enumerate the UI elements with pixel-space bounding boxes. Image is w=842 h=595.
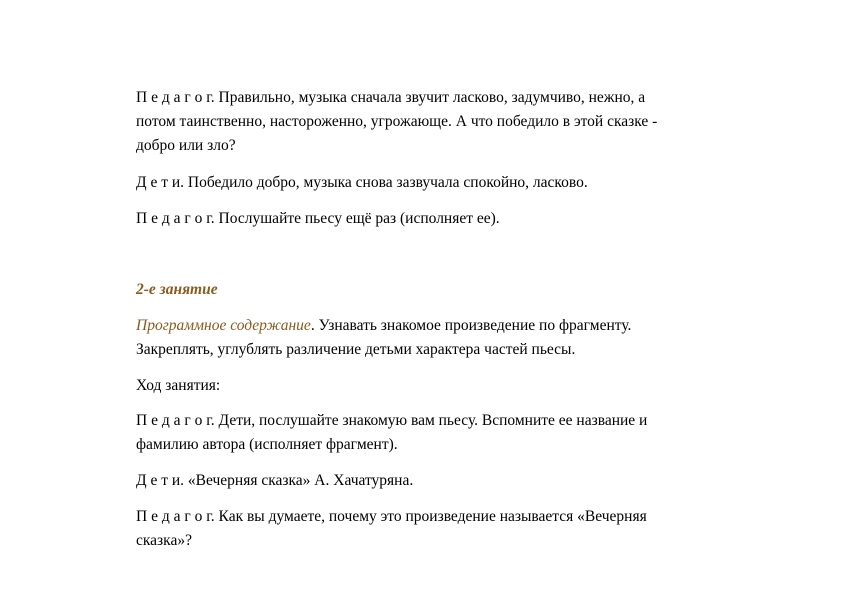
paragraph-teacher-3: [136, 409, 756, 457]
paragraph-children-2: [136, 469, 756, 493]
lesson-flow-text: Ход занятия:: [136, 377, 221, 394]
paragraph-line: Д е т и. Победило добро, музыка снова зазвучала спокойно, ласково.: [136, 174, 588, 191]
program-content-paragraph: [136, 314, 756, 362]
paragraph-line: П е д а г о г. Как вы думаете, почему это произведение называется «Вечерняя: [136, 508, 647, 525]
section-heading: [136, 278, 756, 302]
paragraph-line: П е д а г о г. Дети, послушайте знакомую вам пьесу. Вспомните ее название и: [136, 412, 648, 429]
paragraph-line: П е д а г о г. Послушайте пьесу ещё раз (исполняет ее).: [136, 210, 500, 227]
paragraph-line: Д е т и. «Вечерняя сказка» А. Хачатуряна.: [136, 472, 414, 489]
paragraph-line: фамилию автора (исполняет фрагмент).: [136, 436, 398, 453]
paragraph-line: потом таинственно, настороженно, угрожающе. А что победило в этой сказке -: [136, 113, 658, 130]
paragraph-children-1: [136, 171, 756, 195]
program-content-line: Закреплять, углублять различение детьми характера частей пьесы.: [136, 341, 576, 358]
paragraph-line: добро или зло?: [136, 137, 236, 154]
paragraph-teacher-1: [136, 86, 756, 158]
program-content-text: . Узнавать знакомое произведение по фрагменту.: [310, 317, 632, 334]
section-heading-text: 2-е занятие: [136, 281, 218, 298]
paragraph-line: сказка»?: [136, 532, 192, 549]
lesson-flow-heading: [136, 374, 756, 398]
program-content-label: Программное содержание: [136, 317, 311, 334]
paragraph-teacher-4: [136, 505, 756, 553]
paragraph-line: П е д а г о г. Правильно, музыка сначала звучит ласково, задумчиво, нежно, а: [136, 89, 646, 106]
paragraph-teacher-2: [136, 207, 756, 231]
